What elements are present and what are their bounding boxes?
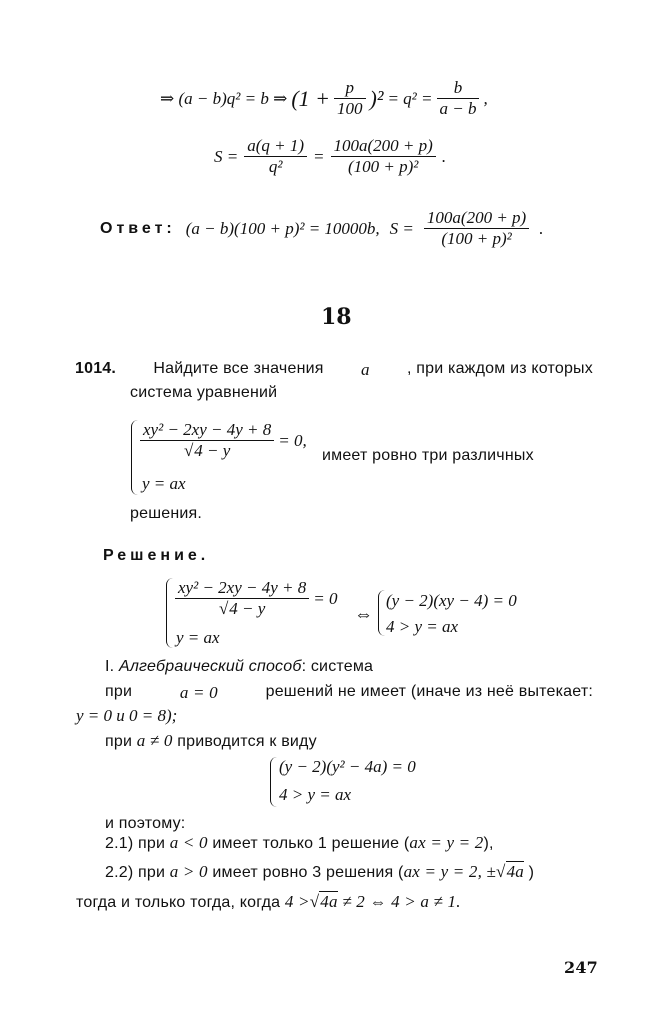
problem-system-tail: имеет ровно три различных	[322, 447, 534, 464]
method-name: Алгебраический способ	[118, 658, 302, 675]
fraction-numerator: p	[334, 78, 366, 99]
answer-s-equals: S =	[389, 218, 414, 238]
fraction-denominator: 100	[337, 99, 363, 118]
case-positive-prefix: 2.2) при	[105, 864, 166, 881]
final-sqrt: √4a	[309, 892, 338, 911]
case-negative-text: имеет только 1 решение (	[212, 835, 410, 852]
case-nonzero-line	[105, 731, 317, 751]
problem-system-eq-zero: = 0,	[278, 430, 307, 450]
fraction-numerator: xy² − 2xy − 4y + 8	[140, 420, 274, 441]
case-positive-sqrt: √4a	[496, 862, 524, 881]
final-math-2: ≠ 2 ⇔ 4 > a ≠ 1.	[342, 892, 461, 911]
problem-number: 1014.	[75, 360, 117, 377]
derivation-period: .	[441, 146, 447, 166]
fraction-s-result	[331, 136, 436, 177]
case-nonzero-text: приводится к виду	[177, 733, 317, 750]
reduced-system-eq1: (y − 2)(y² − 4a) = 0	[279, 757, 416, 776]
case-a0-math: a = 0	[179, 683, 218, 702]
problem-text-1b: , при каждом из которых	[407, 360, 593, 377]
case-negative-prefix: 2.1) при	[105, 835, 166, 852]
answer-period: .	[539, 218, 544, 238]
reduced-system-brace	[270, 757, 277, 807]
solution-label: Решение.	[103, 547, 210, 564]
sqrt-radicand: 4 − y	[194, 441, 231, 460]
method-roman: I.	[105, 658, 115, 675]
final-math-1: 4 >	[284, 892, 310, 911]
fraction-denominator: (100 + p)²	[347, 157, 419, 176]
fraction-denominator: (100 + p)²	[441, 229, 512, 248]
solution-system-eq-zero: = 0	[313, 588, 338, 608]
equivalence-symbol: ⇔	[354, 604, 373, 625]
solution-right-eq1: (y − 2)(xy − 4) = 0	[386, 591, 517, 610]
answer-label: Ответ:	[100, 219, 176, 237]
fraction-denominator: q²	[268, 157, 283, 176]
therefore-line: и поэтому:	[105, 815, 186, 832]
case-negative-line	[105, 833, 494, 853]
sqrt-radicand: 4a	[506, 862, 524, 881]
problem-var-a: a	[360, 360, 370, 379]
sqrt-radicand: 4 − y	[229, 599, 266, 618]
fraction-numerator: xy² − 2xy − 4y + 8	[175, 578, 309, 599]
case-positive-math-2: ax = y = 2, ±	[403, 862, 497, 881]
case-positive-text: имеет ровно 3 решения (	[212, 864, 404, 881]
derivation-line-2	[214, 136, 446, 177]
reduced-system-eq2: 4 > y = ax	[279, 785, 352, 804]
solution-system-eq1	[175, 578, 337, 619]
solution-system-fraction	[175, 578, 309, 619]
case-a0-line-1	[105, 683, 593, 703]
equals-sign: =	[313, 146, 325, 166]
answer-formula-1: (a − b)(100 + p)² = 10000b,	[185, 218, 380, 238]
sqrt-radicand: 4a	[320, 892, 338, 911]
fraction-p-100	[334, 78, 366, 119]
s-equals: S =	[214, 146, 239, 166]
solution-right-brace	[378, 590, 385, 636]
fraction-aq1-q2	[244, 136, 307, 177]
problem-system-brace	[131, 420, 138, 495]
fraction-denominator: √4 − y	[218, 599, 266, 618]
answer-fraction	[424, 208, 529, 249]
problem-line-1	[75, 360, 593, 380]
case-a0-prefix: при	[105, 683, 133, 700]
answer-line	[100, 208, 543, 249]
fraction-b-amb	[437, 78, 480, 119]
case-positive-line	[105, 862, 534, 882]
case-negative-math-2: ax = y = 2	[409, 833, 484, 852]
fraction-denominator: √4 − y	[183, 441, 231, 460]
paren-open: (1 +	[291, 85, 331, 111]
fraction-numerator: b	[437, 78, 480, 99]
derivation-comma: ,	[483, 88, 488, 108]
page-number: 247	[564, 958, 598, 977]
fraction-numerator: 100a(200 + p)	[331, 136, 436, 157]
section-number: 18	[321, 304, 352, 330]
fraction-numerator: a(q + 1)	[244, 136, 307, 157]
fraction-numerator: 100a(200 + p)	[424, 208, 529, 229]
case-positive-math: a > 0	[169, 862, 208, 881]
final-text: тогда и только тогда, когда	[76, 894, 281, 911]
derivation-mid: = q² =	[387, 88, 433, 108]
problem-system-fraction	[140, 420, 274, 461]
case-a0-text: решений не имеет (иначе из неё вытекает:	[265, 683, 593, 700]
derivation-line-1	[160, 78, 488, 119]
problem-system-eq1	[140, 420, 307, 461]
final-line	[76, 892, 461, 912]
case-a0-line-2: y = 0 и 0 = 8);	[76, 706, 178, 725]
problem-system-eq2: y = ax	[142, 474, 186, 493]
case-nonzero-prefix: при	[105, 733, 133, 750]
paren-close: )²	[369, 85, 384, 111]
problem-line-2: система уравнений	[130, 384, 278, 401]
case-positive-close: )	[528, 864, 535, 881]
problem-line-3: решения.	[130, 505, 203, 522]
solution-system-eq2: y = ax	[176, 628, 220, 647]
solution-right-eq2: 4 > y = ax	[386, 617, 459, 636]
method-rest: : система	[301, 658, 374, 675]
fraction-denominator: a − b	[439, 99, 477, 118]
case-nonzero-math: a ≠ 0	[136, 731, 173, 750]
method-line	[105, 658, 373, 676]
solution-system-brace	[166, 578, 173, 648]
derivation-left: ⇒ (a − b)q² = b ⇒	[160, 88, 288, 108]
case-negative-close: ),	[483, 835, 494, 852]
case-negative-math: a < 0	[169, 833, 208, 852]
problem-text-1a: Найдите все значения	[153, 360, 324, 377]
